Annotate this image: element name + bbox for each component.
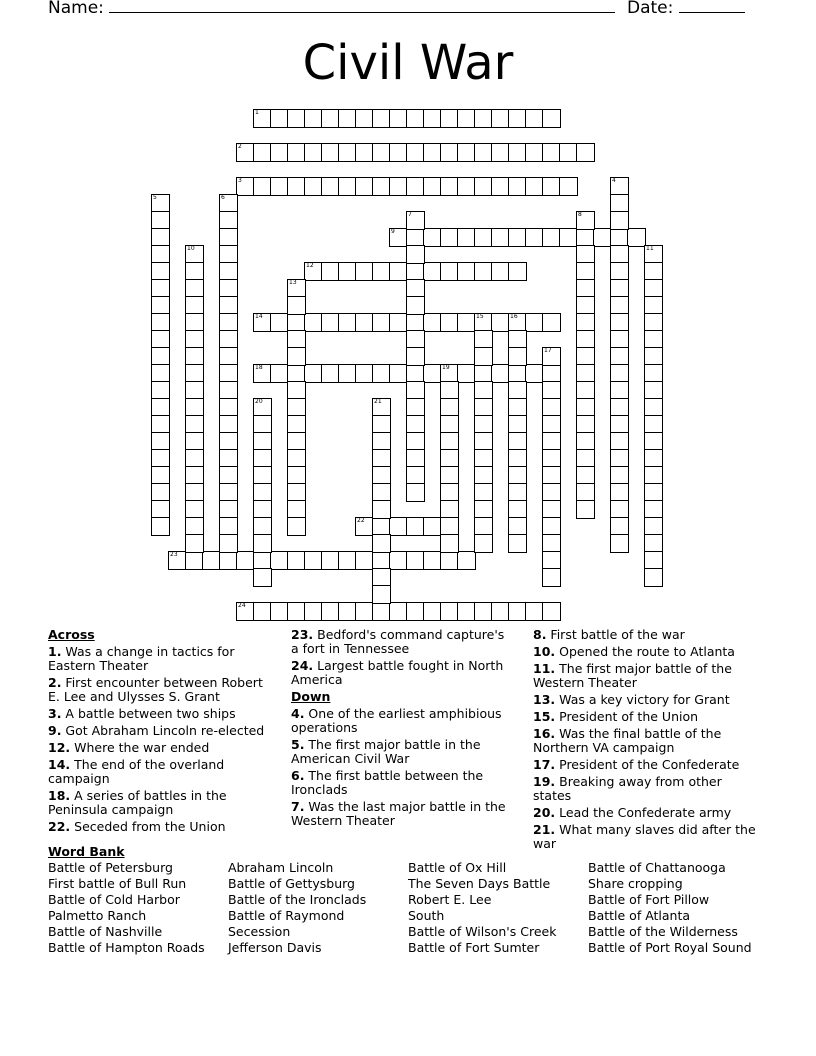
- clue-text: The first battle between the Ironclads: [291, 768, 484, 797]
- word-bank-item: Battle of Petersburg: [48, 860, 173, 875]
- word-bank-heading: Word Bank: [48, 844, 125, 859]
- clue: [48, 645, 270, 673]
- grid-cell[interactable]: [185, 534, 204, 553]
- date-label: Date:: [627, 0, 674, 18]
- grid-cell[interactable]: [542, 109, 561, 128]
- clue-number: 18: [255, 364, 263, 371]
- word-bank-column: [408, 860, 556, 956]
- clue: [291, 800, 513, 828]
- clue-number-label: 22.: [48, 819, 71, 834]
- across-heading: Across: [48, 627, 95, 642]
- clue-text: Breaking away from other states: [533, 774, 722, 803]
- clue-number-label: 2.: [48, 675, 62, 690]
- clue-number-label: 13.: [533, 692, 556, 707]
- clue: [533, 645, 763, 659]
- clue-number-label: 16.: [533, 726, 556, 741]
- clue-number-label: 19.: [533, 774, 556, 789]
- clue-number: 23: [170, 551, 178, 558]
- clue: [48, 741, 270, 755]
- grid-cell[interactable]: [542, 313, 561, 332]
- grid-cell[interactable]: [474, 347, 493, 366]
- word-bank-item: Battle of Hampton Roads: [48, 940, 205, 955]
- clue-number-label: 20.: [533, 805, 556, 820]
- word-bank-item: Battle of Ox Hill: [408, 860, 507, 875]
- grid-cell[interactable]: [406, 483, 425, 502]
- clue-number-label: 7.: [291, 799, 305, 814]
- clues-column-2: [291, 628, 513, 831]
- clue-number: 15: [476, 313, 484, 320]
- word-bank-item: Battle of Chattanooga: [588, 860, 726, 875]
- clue-text: Largest battle fought in North America: [291, 658, 504, 687]
- clue: [533, 823, 763, 851]
- word-bank-item: Battle of Wilson's Creek: [408, 924, 557, 939]
- clue-number: 16: [510, 313, 518, 320]
- grid-cell[interactable]: [253, 534, 272, 553]
- clue-number: 13: [289, 279, 297, 286]
- clue-text: Seceded from the Union: [70, 819, 226, 834]
- clue-number: 21: [374, 398, 382, 405]
- clue-number: 7: [408, 211, 412, 218]
- word-bank-column: [228, 860, 366, 956]
- clue: [533, 628, 763, 642]
- clue: [533, 662, 763, 690]
- clues-column-3: [533, 628, 763, 854]
- clue-text: President of the Confederate: [555, 757, 740, 772]
- grid-cell[interactable]: [406, 296, 425, 315]
- date-field: [627, 0, 745, 19]
- word-bank-column: [48, 860, 205, 956]
- clue-number-label: 24.: [291, 658, 314, 673]
- clue-text: Was a key victory for Grant: [555, 692, 730, 707]
- clue-number: 19: [442, 364, 450, 371]
- word-bank-item: Battle of Port Royal Sound: [588, 940, 752, 955]
- grid-cell[interactable]: [406, 347, 425, 366]
- grid-cell[interactable]: [440, 534, 459, 553]
- grid-cell[interactable]: [406, 211, 425, 230]
- grid-cell[interactable]: [542, 347, 561, 366]
- clue-text: Was the last major battle in the Western Theater: [291, 799, 506, 828]
- word-bank-column: [588, 860, 752, 956]
- word-bank-item: Share cropping: [588, 876, 683, 891]
- grid-cell[interactable]: [576, 211, 595, 230]
- clue: [533, 806, 763, 820]
- clue-number-label: 15.: [533, 709, 556, 724]
- clue-number: 20: [255, 398, 263, 405]
- clue-number: 14: [255, 313, 263, 320]
- down-heading: Down: [291, 689, 331, 704]
- clue: [291, 628, 513, 656]
- clue-number-label: 6.: [291, 768, 305, 783]
- clue-number-label: 14.: [48, 757, 71, 772]
- clue-text: Where the war ended: [70, 740, 210, 755]
- clue: [48, 789, 270, 817]
- grid-cell[interactable]: [372, 585, 391, 604]
- name-label: Name:: [48, 0, 104, 18]
- clue: [291, 659, 513, 687]
- clue-text: President of the Union: [555, 709, 699, 724]
- clue: [48, 724, 270, 738]
- clue-text: The first major battle in the American Civil War: [291, 737, 481, 766]
- clue-number: 17: [544, 347, 552, 354]
- grid-cell[interactable]: [542, 568, 561, 587]
- grid-cell[interactable]: [287, 517, 306, 536]
- clue-text: Bedford's command capture's a fort in Tennessee: [291, 627, 505, 656]
- clue: [48, 758, 270, 786]
- clue-number: 4: [612, 177, 616, 184]
- word-bank-item: First battle of Bull Run: [48, 876, 187, 891]
- grid-cell[interactable]: [542, 602, 561, 621]
- clue-text: A series of battles in the Peninsula campaign: [48, 788, 227, 817]
- word-bank-item: Battle of the Ironclads: [228, 892, 367, 907]
- clue-number-label: 4.: [291, 706, 305, 721]
- clue: [533, 775, 763, 803]
- word-bank-item: Jefferson Davis: [228, 940, 322, 955]
- word-bank-item: Palmetto Ranch: [48, 908, 147, 923]
- clue-text: Was the final battle of the Northern VA campaign: [533, 726, 722, 755]
- grid-cell[interactable]: [151, 517, 170, 536]
- clue-number-label: 1.: [48, 644, 62, 659]
- clue-number: 9: [391, 228, 395, 235]
- word-bank-item: Battle of Cold Harbor: [48, 892, 180, 907]
- word-bank-item: Battle of Raymond: [228, 908, 345, 923]
- grid-cell[interactable]: [219, 534, 238, 553]
- clue-number-label: 5.: [291, 737, 305, 752]
- clue: [48, 820, 270, 834]
- clues-column-1: [48, 628, 270, 837]
- clue-number-label: 10.: [533, 644, 556, 659]
- clue-text: First encounter between Robert E. Lee and Ulysses S. Grant: [48, 675, 263, 704]
- clue-number: 6: [221, 194, 225, 201]
- grid-cell[interactable]: [372, 534, 391, 553]
- clue-number-label: 3.: [48, 706, 62, 721]
- clue-number: 5: [153, 194, 157, 201]
- clue: [291, 769, 513, 797]
- name-line[interactable]: [109, 0, 615, 13]
- clue: [48, 676, 270, 704]
- grid-cell[interactable]: [610, 534, 629, 553]
- grid-cell[interactable]: [457, 551, 476, 570]
- grid-cell[interactable]: [559, 177, 578, 196]
- clue-number: 12: [306, 262, 314, 269]
- word-bank-item: South: [408, 908, 445, 923]
- clue-text: Was a change in tactics for Eastern Theater: [48, 644, 235, 673]
- clue-text: First battle of the war: [546, 627, 685, 642]
- grid-cell[interactable]: [372, 500, 391, 519]
- grid-cell[interactable]: [508, 347, 527, 366]
- clue-text: Opened the route to Atlanta: [555, 644, 735, 659]
- grid-cell[interactable]: [287, 347, 306, 366]
- clue-number: 24: [238, 602, 246, 609]
- clue-number-label: 23.: [291, 627, 314, 642]
- word-bank-item: Abraham Lincoln: [228, 860, 334, 875]
- grid-cell[interactable]: [576, 500, 595, 519]
- clue: [291, 707, 513, 735]
- clue-text: A battle between two ships: [61, 706, 236, 721]
- word-bank-item: Battle of Nashville: [48, 924, 163, 939]
- clue: [533, 693, 763, 707]
- clue-number-label: 12.: [48, 740, 71, 755]
- grid-cell[interactable]: [253, 568, 272, 587]
- clue-number-label: 8.: [533, 627, 547, 642]
- clue: [533, 758, 763, 772]
- clue-text: One of the earliest amphibious operations: [291, 706, 502, 735]
- grid-cell[interactable]: [508, 534, 527, 553]
- clue-number: 10: [187, 245, 195, 252]
- grid-cell[interactable]: [576, 143, 595, 162]
- clue-number: 11: [646, 245, 654, 252]
- word-bank-item: The Seven Days Battle: [408, 876, 551, 891]
- grid-cell[interactable]: [474, 534, 493, 553]
- grid-cell[interactable]: [287, 296, 306, 315]
- name-field: [48, 0, 615, 19]
- date-line[interactable]: [679, 0, 745, 13]
- word-bank-item: Secession: [228, 924, 291, 939]
- grid-cell[interactable]: [644, 568, 663, 587]
- clue-number-label: 11.: [533, 661, 556, 676]
- clue-text: Lead the Confederate army: [555, 805, 732, 820]
- grid-cell[interactable]: [508, 262, 527, 281]
- clue-number-label: 21.: [533, 822, 556, 837]
- word-bank-item: Battle of Atlanta: [588, 908, 691, 923]
- clue: [291, 738, 513, 766]
- clue-number: 2: [238, 143, 242, 150]
- clue-number: 3: [238, 177, 242, 184]
- clue-number: 22: [357, 517, 365, 524]
- clue-number-label: 9.: [48, 723, 62, 738]
- word-bank-item: Battle of Gettysburg: [228, 876, 355, 891]
- grid-cell[interactable]: [406, 245, 425, 264]
- clue: [533, 710, 763, 724]
- word-bank-item: Robert E. Lee: [408, 892, 492, 907]
- clue-number-label: 18.: [48, 788, 71, 803]
- grid-cell[interactable]: [610, 211, 629, 230]
- page-title: Civil War: [302, 35, 514, 91]
- clue-text: The first major battle of the Western Theater: [533, 661, 732, 690]
- word-bank-item: Battle of Fort Pillow: [588, 892, 710, 907]
- clue-number: 8: [578, 211, 582, 218]
- clue-number-label: 17.: [533, 757, 556, 772]
- clue-text: The end of the overland campaign: [48, 757, 225, 786]
- clue-text: Got Abraham Lincoln re-elected: [61, 723, 265, 738]
- word-bank-item: Battle of Fort Sumter: [408, 940, 540, 955]
- clue-text: What many slaves did after the war: [533, 822, 756, 851]
- clue: [48, 707, 270, 721]
- word-bank-item: Battle of the Wilderness: [588, 924, 738, 939]
- clue-number: 1: [255, 109, 259, 116]
- clue: [533, 727, 763, 755]
